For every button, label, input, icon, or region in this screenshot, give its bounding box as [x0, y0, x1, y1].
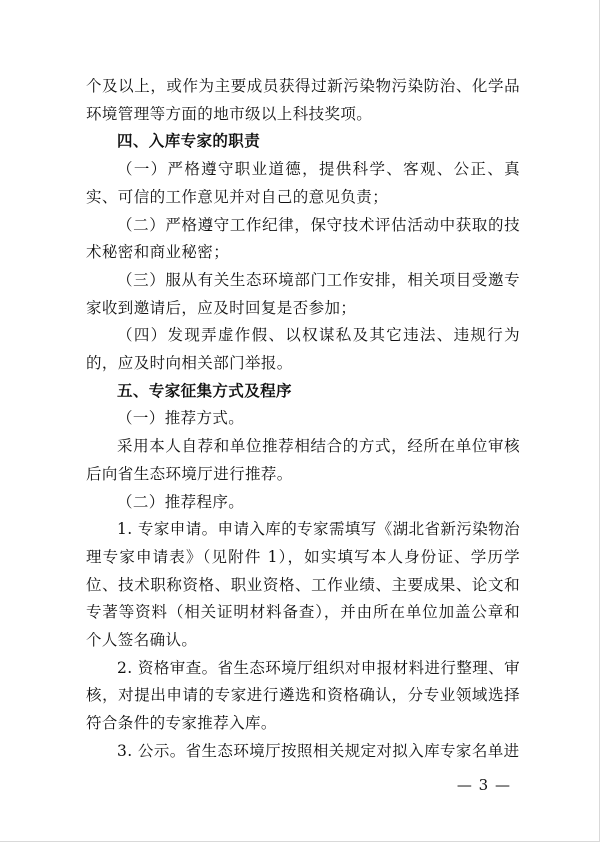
- paragraph-step-1: 1. 专家申请。申请入库的专家需填写《湖北省新污染物治理专家申请表》（见附件 1），如实填写本人身份证、学历学位、技术职称资格、职业资格、工作业绩、主要成果、论文和专著等资料（相关证明材料备查），并由所在单位加盖公章和个人签名确认。: [86, 520, 520, 650]
- paragraph-step-2: 2. 资格审查。省生态环境厅组织对申报材料进行整理、审核，对提出申请的专家进行遴选和资格确认，分专业领域选择符合条件的专家推荐入库。: [86, 658, 520, 733]
- page-number: — 3 —: [456, 776, 511, 794]
- paragraph-duty-4: （四）发现弄虚作假、以权谋私及其它违法、违规行为的，应及时向相关部门举报。: [86, 326, 520, 373]
- paragraph-continuation: 个及以上，或作为主要成员获得过新污染物污染防治、化学品环境管理等方面的地市级以上科技奖项。: [86, 77, 520, 123]
- paragraph-step-3: 3. 公示。省生态环境厅按照相关规定对拟入库专家名单进: [117, 741, 520, 760]
- paragraph-duty-1: （一）严格遵守职业道德，提供科学、客观、公正、真实、可信的工作意见并对自己的意见负责；: [86, 160, 520, 206]
- section-heading-5: 五、专家征集方式及程序: [117, 381, 292, 400]
- document-body: [86, 73, 520, 766]
- paragraph-duty-3: （三）服从有关生态环境部门工作安排，相关项目受邀专家收到邀请后，应及时回复是否参加；: [86, 270, 520, 317]
- subheading-recommend-method: （一）推荐方式。: [117, 409, 245, 428]
- subheading-recommend-procedure: （二）推荐程序。: [117, 492, 245, 511]
- paragraph-recommend-method: 采用本人自荐和单位推荐相结合的方式，经所在单位审核后向省生态环境厅进行推荐。: [86, 437, 520, 483]
- paragraph-duty-2: （二）严格遵守工作纪律，保守技术评估活动中获取的技术秘密和商业秘密；: [86, 215, 520, 262]
- section-heading-4: 四、入库专家的职责: [117, 132, 261, 151]
